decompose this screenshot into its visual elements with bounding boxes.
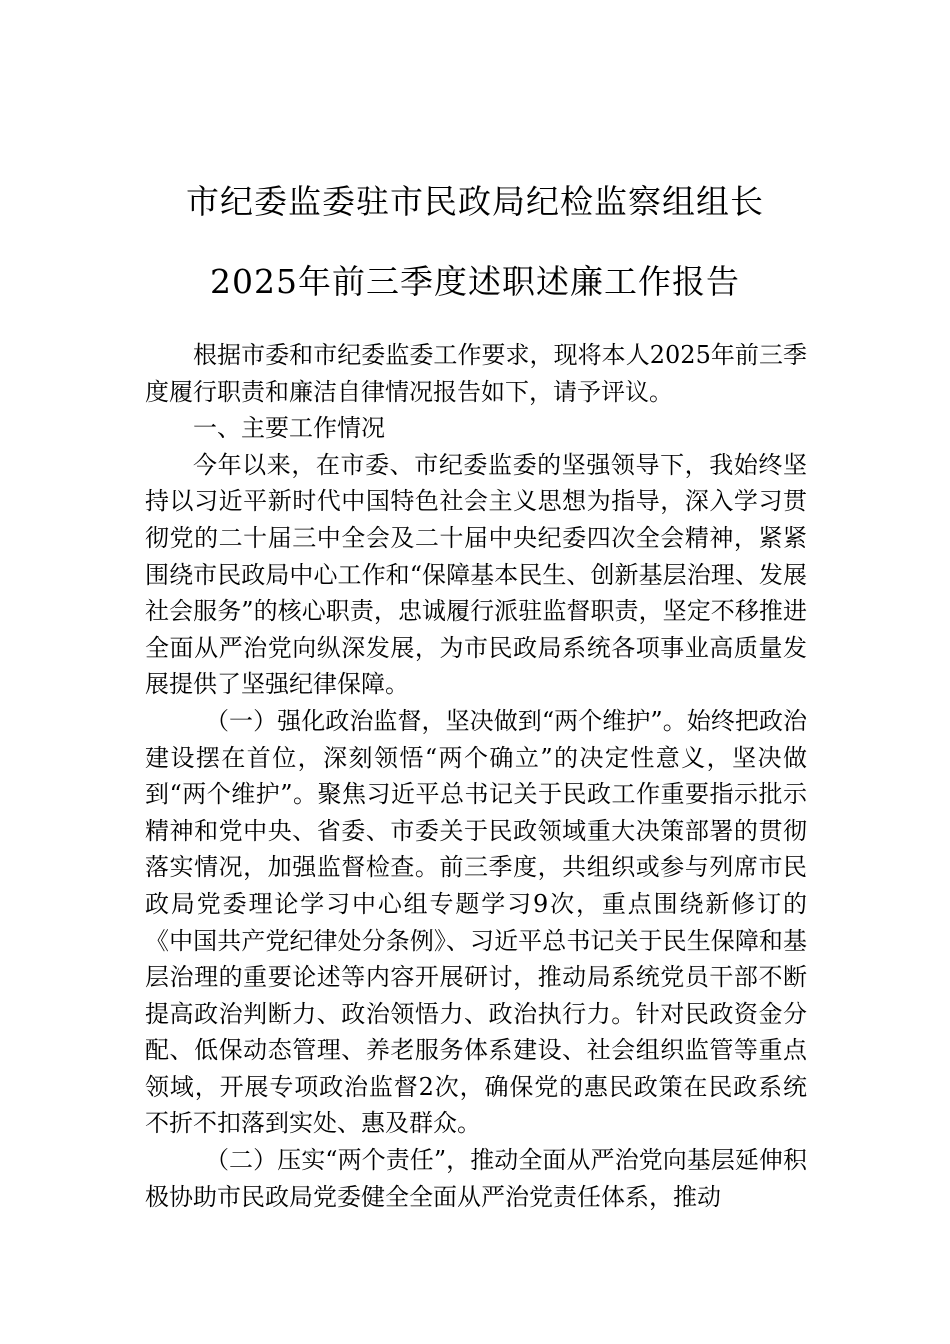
section-heading: 一、主要工作情况 bbox=[193, 414, 385, 443]
subsection-paragraph-1: （一）强化政治监督，坚决做到“两个维护”。始终把政治建设摆在首位，深刻领悟“两个确立”的决定性意义，坚决做到“两个维护”。聚焦习近平总书记关于民政工作重要指示批示精神和党中央、省委、市委关于民政领域重大决策部署的贯彻落实情况，加强监督检查。前三季度，共组织或参与列席市民政局党委理论学习中心组专题学习9次，重点围绕新修订的《中国共产党纪律处分条例》、习近平总书记关于民生保障和基层治理的重要论述等内容开展研讨，推动局系统党员干部不断提高政治判断力、政治领悟力、政治执行力。针对民政资金分配、低保动态管理、养老服务体系建设、社会组织监管等重点领域，开展专项政治监督2次，确保党的惠民政策在民政系统不折不扣落到实处、惠及群众。 bbox=[145, 706, 807, 1138]
subsection-paragraph-2: （二）压实“两个责任”，推动全面从严治党向基层延伸积极协助市民政局党委健全全面从严治党责任体系，推动 bbox=[145, 1146, 807, 1211]
intro-paragraph: 根据市委和市纪委监委工作要求，现将本人2025年前三季度履行职责和廉洁自律情况报告如下，请予评议。 bbox=[145, 341, 807, 406]
document-body bbox=[145, 337, 807, 1215]
title-line-1: 市纪委监委驻市民政局纪检监察组组长 bbox=[186, 182, 764, 221]
document-title bbox=[60, 162, 890, 322]
body-paragraph: 今年以来，在市委、市纪委监委的坚强领导下，我始终坚持以习近平新时代中国特色社会主义思想为指导，深入学习贯彻党的二十届三中全会及二十届中央纪委四次全会精神，紧紧围绕市民政局中心工作和“保障基本民生、创新基层治理、发展社会服务”的核心职责，忠诚履行派驻监督职责，坚定不移推进全面从严治党向纵深发展，为市民政局系统各项事业高质量发展提供了坚强纪律保障。 bbox=[145, 450, 807, 699]
title-line-2: 2025年前三季度述职述廉工作报告 bbox=[210, 262, 740, 301]
